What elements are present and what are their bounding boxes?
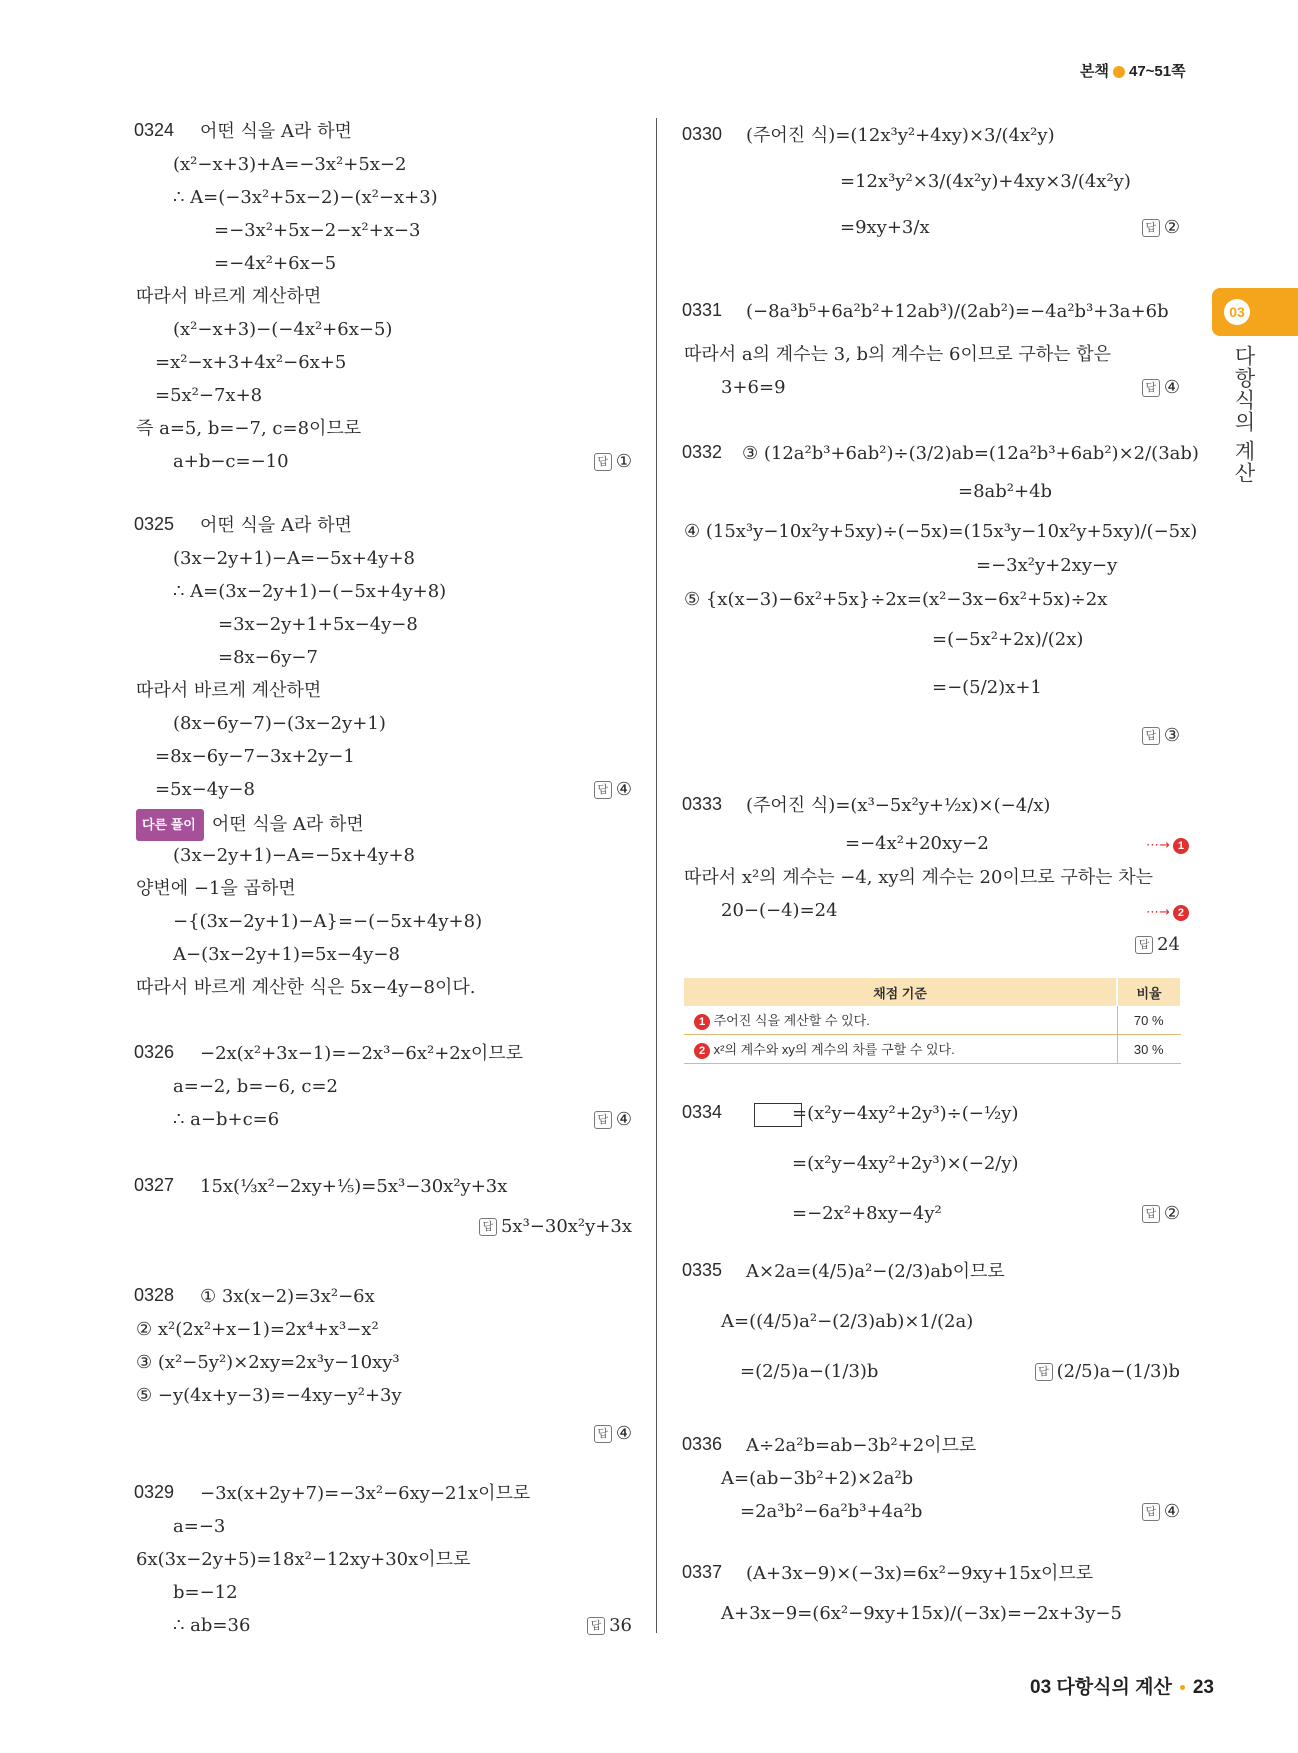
- alt-solution-badge: [136, 809, 364, 841]
- answer: [594, 1423, 632, 1444]
- answer-icon: 답: [1142, 1503, 1160, 1521]
- solution-line: ③ (12a²b³+6ab²)÷(3/2)ab=(12a²b³+6ab²)×2/(3ab): [742, 443, 1199, 464]
- solution-line: −3x(x+2y+7)=−3x²−6xy−21x이므로: [200, 1483, 531, 1504]
- solution-line: =−3x²y+2xy−y: [976, 555, 1118, 576]
- solution-line: A=(ab−3b²+2)×2a²b: [721, 1468, 914, 1489]
- answer: [594, 1109, 632, 1130]
- grading-row: [684, 1006, 1181, 1035]
- grading-rate: 70 %: [1117, 1006, 1181, 1035]
- answer-icon: 답: [1142, 219, 1160, 237]
- solution-line: (x²−x+3)−(−4x²+6x−5): [173, 319, 393, 340]
- answer-value: ④: [1163, 377, 1180, 398]
- solution-line: 어떤 식을 A라 하면: [200, 121, 352, 142]
- solution-line: 따라서 바르게 계산한 식은 5x−4y−8이다.: [136, 977, 476, 998]
- answer-value: (2/5)a−(1/3)b: [1056, 1361, 1180, 1382]
- grading-criteria: x²의 계수와 xy의 계수의 차를 구할 수 있다.: [713, 1042, 955, 1057]
- bullet-icon: [1180, 1685, 1185, 1690]
- grading-header-criteria: 채점 기준: [684, 978, 1117, 1006]
- solution-line: =2a³b²−6a²b³+4a²b: [740, 1501, 923, 1522]
- problem-number: 0325: [134, 514, 175, 534]
- solution-line: A=((4/5)a²−(2/3)ab)×1/(2a): [721, 1311, 974, 1332]
- header-pages: 47~51쪽: [1128, 63, 1186, 80]
- answer-value: ②: [1163, 217, 1180, 238]
- grading-table: [684, 978, 1182, 1064]
- solution-line: =(x²y−4xy²+2y³)÷(−½y): [792, 1103, 1019, 1124]
- problem-number: 0337: [682, 1562, 723, 1582]
- page-footer: [1030, 1672, 1214, 1699]
- solution-line: =−3x²+5x−2−x²+x−3: [214, 220, 421, 241]
- answer: [1142, 377, 1180, 398]
- answer-value: ③: [1163, 725, 1180, 746]
- problem-number: 0327: [134, 1175, 175, 1195]
- problem-number: 0332: [682, 442, 723, 462]
- answer-value: ④: [615, 1423, 632, 1444]
- answer: [1035, 1361, 1180, 1382]
- solution-line: a+b−c=−10: [173, 451, 289, 472]
- solution-line: A×2a=(4/5)a²−(2/3)ab이므로: [746, 1261, 1005, 1282]
- answer-icon: 답: [1142, 379, 1160, 397]
- solution-line: 즉 a=5, b=−7, c=8이므로: [136, 418, 362, 439]
- solution-line: =−4x²+20xy−2: [845, 833, 989, 854]
- chapter-tab: [1212, 288, 1298, 336]
- bullet-icon: [1113, 66, 1125, 78]
- solution-line: 어떤 식을 A라 하면: [211, 814, 364, 835]
- solution-line: (주어진 식)=(x³−5x²y+½x)×(−4/x): [746, 795, 1051, 816]
- chapter-number: 03: [1224, 299, 1250, 325]
- answer: [587, 1615, 632, 1636]
- answer-icon: 답: [587, 1617, 605, 1635]
- solution-line: =5x²−7x+8: [155, 385, 263, 406]
- solution-line: =(2/5)a−(1/3)b: [740, 1361, 879, 1382]
- solution-line: ⑤ −y(4x+y−3)=−4xy−y²+3y: [136, 1385, 402, 1406]
- solution-line: a=−2, b=−6, c=2: [173, 1076, 338, 1097]
- problem-number: 0330: [682, 124, 723, 144]
- solution-line: 따라서 바르게 계산하면: [136, 680, 322, 701]
- solution-line: =8x−6y−7−3x+2y−1: [155, 746, 355, 767]
- solution-line: =8x−6y−7: [218, 647, 318, 668]
- solution-line: =9xy+3/x: [840, 217, 930, 238]
- column-divider: [656, 118, 657, 1633]
- solution-line: =(x²y−4xy²+2y³)×(−2/y): [792, 1153, 1019, 1174]
- solution-line: =−2x²+8xy−4y²: [792, 1203, 942, 1224]
- solution-line: A+3x−9=(6x²−9xy+15x)/(−3x)=−2x+3y−5: [721, 1603, 1122, 1624]
- solution-line: A÷2a²b=ab−3b²+2이므로: [746, 1435, 977, 1456]
- solution-line: −2x(x²+3x−1)=−2x³−6x²+2x이므로: [200, 1043, 524, 1064]
- step-marker: [1146, 830, 1189, 860]
- solution-line: ∴ A=(3x−2y+1)−(−5x+4y+8): [173, 581, 447, 602]
- answer: [1142, 1501, 1180, 1522]
- answer-icon: 답: [594, 1111, 612, 1129]
- problem-number: 0333: [682, 794, 723, 814]
- solution-line: ② x²(2x²+x−1)=2x⁴+x³−x²: [136, 1319, 379, 1340]
- problem-number: 0326: [134, 1042, 175, 1062]
- solution-line: 6x(3x−2y+5)=18x²−12xy+30x이므로: [136, 1549, 471, 1570]
- problem-number: 0324: [134, 120, 175, 140]
- step-marker-icon: 1: [1173, 838, 1189, 854]
- solution-line: (주어진 식)=(12x³y²+4xy)×3/(4x²y): [746, 125, 1055, 146]
- grading-header-rate: 비율: [1117, 978, 1181, 1006]
- answer: [594, 779, 632, 800]
- solution-line: a=−3: [173, 1516, 226, 1537]
- page-number: 23: [1192, 1677, 1214, 1698]
- answer: [594, 451, 632, 472]
- solution-line: (A+3x−9)×(−3x)=6x²−9xy+15x이므로: [746, 1563, 1094, 1584]
- answer-value: 36: [609, 1615, 632, 1636]
- answer-icon: 답: [1142, 1205, 1160, 1223]
- solution-line: (3x−2y+1)−A=−5x+4y+8: [173, 548, 415, 569]
- answer-icon: 답: [1035, 1363, 1053, 1381]
- arrow-icon: ⋯→: [1146, 838, 1170, 853]
- step-marker-icon: 1: [694, 1014, 710, 1030]
- solution-line: 따라서 x²의 계수는 −4, xy의 계수는 20이므로 구하는 차는: [684, 867, 1153, 888]
- solution-line: b=−12: [173, 1582, 238, 1603]
- answer-value: 24: [1157, 934, 1180, 955]
- problem-number: 0328: [134, 1285, 175, 1305]
- solution-line: =−4x²+6x−5: [214, 253, 337, 274]
- solution-line: (3x−2y+1)−A=−5x+4y+8: [173, 845, 415, 866]
- grading-row: [684, 1035, 1181, 1064]
- answer-value: ④: [615, 779, 632, 800]
- answer-value: ①: [615, 451, 632, 472]
- solution-line: ⑤ {x(x−3)−6x²+5x}÷2x=(x²−3x−6x²+5x)÷2x: [684, 589, 1108, 610]
- answer-value: ②: [1163, 1203, 1180, 1224]
- answer-icon: 답: [594, 781, 612, 799]
- solution-line: 20−(−4)=24: [721, 900, 838, 921]
- solution-line: 15x(⅓x²−2xy+⅕)=5x³−30x²y+3x: [200, 1176, 508, 1197]
- answer: [1142, 1203, 1180, 1224]
- solution-line: ① 3x(x−2)=3x²−6x: [200, 1286, 375, 1307]
- problem-number: 0335: [682, 1260, 723, 1280]
- header-label: 본책: [1080, 63, 1109, 80]
- step-marker: [1146, 897, 1189, 927]
- solution-line: −{(3x−2y+1)−A}=−(−5x+4y+8): [173, 911, 483, 932]
- footer-chapter: 03 다항식의 계산: [1030, 1677, 1172, 1698]
- solution-line: ∴ ab=36: [173, 1615, 251, 1636]
- answer-icon: 답: [594, 453, 612, 471]
- solution-line: 양변에 −1을 곱하면: [136, 878, 296, 899]
- answer: [1135, 934, 1180, 955]
- solution-line: 따라서 a의 계수는 3, b의 계수는 6이므로 구하는 합은: [684, 344, 1112, 365]
- chapter-title: 다항식의 계산: [1232, 345, 1255, 484]
- answer-value: ④: [615, 1109, 632, 1130]
- solution-line: ④ (15x³y−10x²y+5xy)÷(−5x)=(15x³y−10x²y+5xy)/(−5x): [684, 521, 1198, 542]
- answer: [479, 1216, 632, 1237]
- solution-line: (x²−x+3)+A=−3x²+5x−2: [173, 154, 407, 175]
- arrow-icon: ⋯→: [1146, 905, 1170, 920]
- grading-criteria: 주어진 식을 계산할 수 있다.: [713, 1013, 870, 1028]
- answer: [1142, 217, 1180, 238]
- answer-icon: 답: [1135, 936, 1153, 954]
- answer-icon: 답: [1142, 727, 1160, 745]
- problem-number: 0331: [682, 300, 723, 320]
- solution-line: =5x−4y−8: [155, 779, 255, 800]
- solution-line: =(−5x²+2x)/(2x): [932, 629, 1084, 650]
- answer-icon: 답: [594, 1425, 612, 1443]
- answer-icon: 답: [479, 1218, 497, 1236]
- solution-line: =x²−x+3+4x²−6x+5: [155, 352, 347, 373]
- page-header: [1080, 60, 1186, 81]
- solution-line: (−8a³b⁵+6a²b²+12ab³)/(2ab²)=−4a²b³+3a+6b: [746, 301, 1169, 322]
- solution-line: ∴ A=(−3x²+5x−2)−(x²−x+3): [173, 187, 438, 208]
- solution-line: 어떤 식을 A라 하면: [200, 515, 352, 536]
- problem-number: 0334: [682, 1102, 723, 1122]
- answer-value: ④: [1163, 1501, 1180, 1522]
- grading-rate: 30 %: [1117, 1035, 1181, 1064]
- solution-line: =−(5/2)x+1: [932, 677, 1042, 698]
- answer-value: 5x³−30x²y+3x: [500, 1216, 632, 1237]
- solution-line: A−(3x−2y+1)=5x−4y−8: [173, 944, 400, 965]
- solution-line: 따라서 바르게 계산하면: [136, 286, 322, 307]
- step-marker-icon: 2: [694, 1043, 710, 1059]
- step-marker-icon: 2: [1173, 905, 1189, 921]
- solution-line: ③ (x²−5y²)×2xy=2x³y−10xy³: [136, 1352, 400, 1373]
- solution-line: ∴ a−b+c=6: [173, 1109, 280, 1130]
- alt-solution-label: 다른 풀이: [136, 809, 204, 841]
- solution-line: 3+6=9: [721, 377, 786, 398]
- answer: [1142, 725, 1180, 746]
- solution-line: =8ab²+4b: [958, 481, 1053, 502]
- problem-number: 0336: [682, 1434, 723, 1454]
- solution-line: =3x−2y+1+5x−4y−8: [218, 614, 418, 635]
- solution-line: (8x−6y−7)−(3x−2y+1): [173, 713, 386, 734]
- problem-number: 0329: [134, 1482, 175, 1502]
- solution-line: =12x³y²×3/(4x²y)+4xy×3/(4x²y): [840, 171, 1131, 192]
